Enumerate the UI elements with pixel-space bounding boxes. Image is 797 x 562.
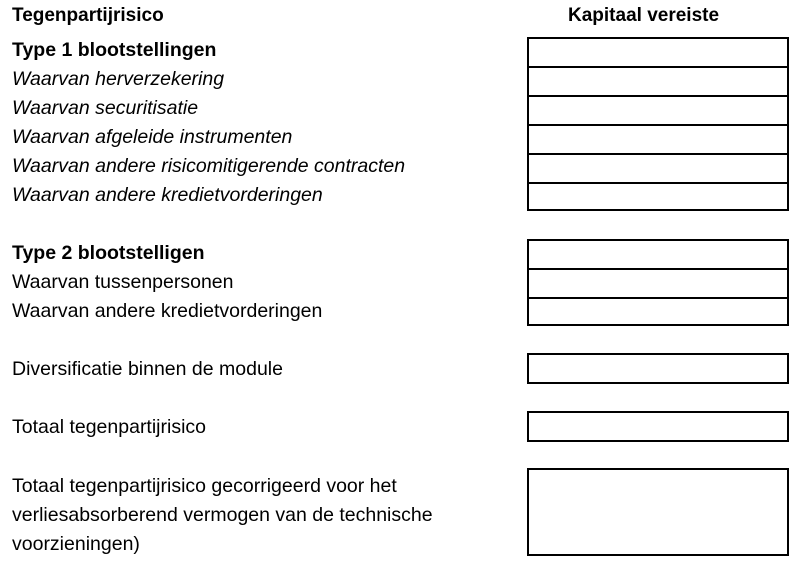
total-corrected-label: Totaal tegenpartijrisico gecorrigeerd voor het verliesabsorberend vermogen van de technische voorzieningen) xyxy=(12,475,433,555)
type2-kredietvorderingen-input-cell[interactable] xyxy=(527,297,789,326)
type1-item-herverzekering: Waarvan herverzekering xyxy=(12,68,225,90)
type1-title-input-cell[interactable] xyxy=(527,37,789,66)
type1-title: Type 1 blootstellingen xyxy=(12,39,217,61)
type2-title: Type 2 blootstelligen xyxy=(12,242,205,264)
type1-item-securitisatie: Waarvan securitisatie xyxy=(12,97,199,119)
total-input-cell[interactable] xyxy=(527,411,789,442)
section-title: Tegenpartijrisico xyxy=(12,5,164,26)
total-label: Totaal tegenpartijrisico xyxy=(12,416,207,438)
type2-title-input-cell[interactable] xyxy=(527,239,789,268)
type2-tussenpersonen-input-cell[interactable] xyxy=(527,268,789,297)
type1-herverzekering-input-cell[interactable] xyxy=(527,66,789,95)
total-corrected-input-cell[interactable] xyxy=(527,468,789,556)
type1-item-kredietvorderingen: Waarvan andere kredietvorderingen xyxy=(12,184,323,206)
type1-kredietvorderingen-input-cell[interactable] xyxy=(527,182,789,211)
column-header-kapitaal-vereiste: Kapitaal vereiste xyxy=(568,5,720,26)
type2-item-kredietvorderingen: Waarvan andere kredietvorderingen xyxy=(12,300,323,322)
type1-item-risicomitigerende-contracten: Waarvan andere risicomitigerende contracten xyxy=(12,155,406,177)
type2-item-tussenpersonen: Waarvan tussenpersonen xyxy=(12,271,234,293)
type1-item-afgeleide-instrumenten: Waarvan afgeleide instrumenten xyxy=(12,126,293,148)
type1-securitisatie-input-cell[interactable] xyxy=(527,95,789,124)
type1-afgeleide-instrumenten-input-cell[interactable] xyxy=(527,124,789,153)
diversification-input-cell[interactable] xyxy=(527,353,789,384)
diversification-label: Diversificatie binnen de module xyxy=(12,358,283,380)
type1-risicomitigerende-contracten-input-cell[interactable] xyxy=(527,153,789,182)
